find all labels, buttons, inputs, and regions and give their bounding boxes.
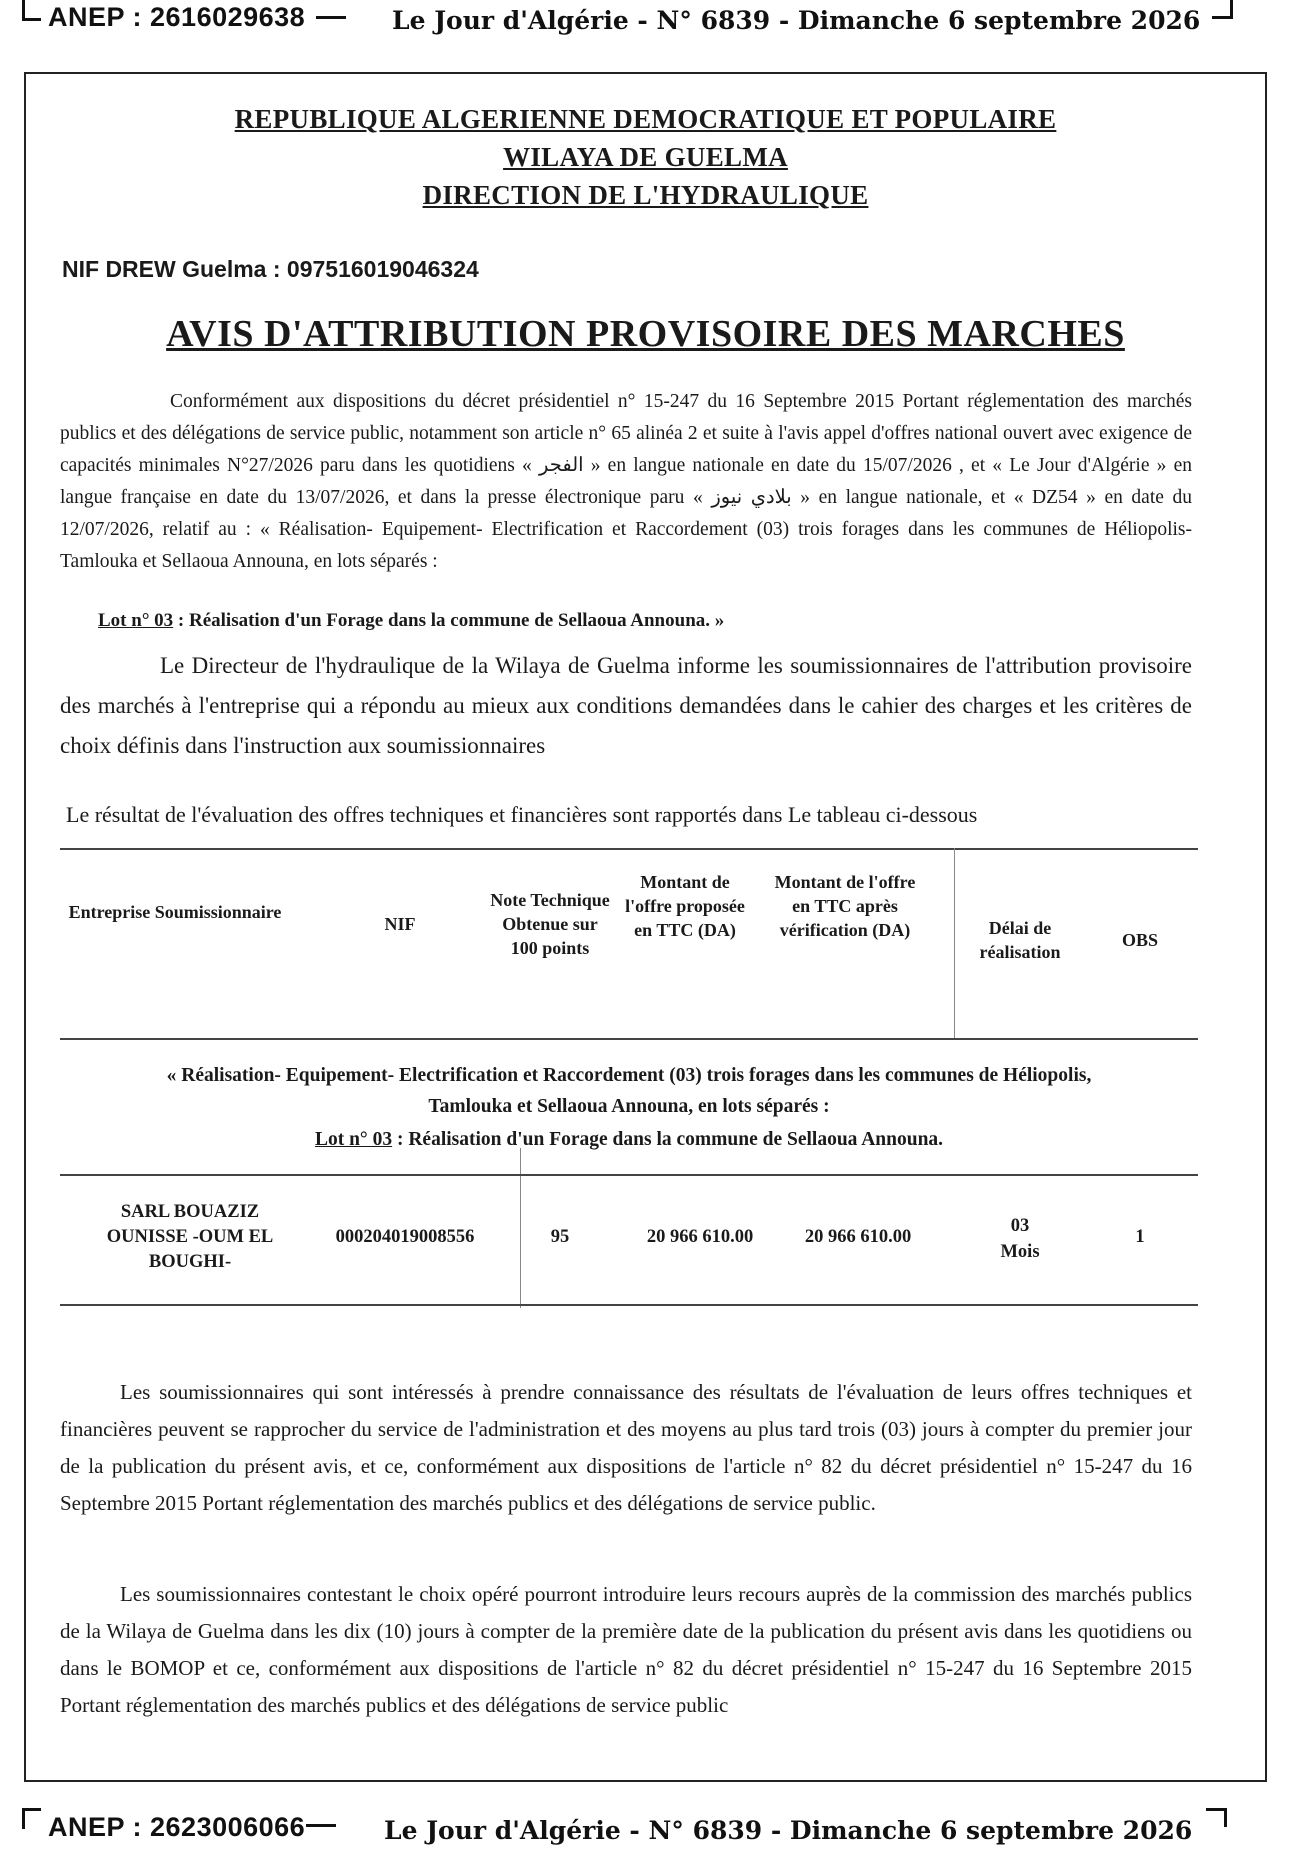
heading-direction: DIRECTION DE L'HYDRAULIQUE (422, 180, 869, 210)
footer-band (0, 1808, 1291, 1852)
notice-title: AVIS D'ATTRIBUTION PROVISOIRE DES MARCHES (166, 313, 1125, 355)
paragraph-recours: Les soumissionnaires contestant le choix opéré pourront introduire leurs recours auprès de la commission des marchés publics de la Wilaya de Guelma dans les dix (10) jours à compter de la première date de la publication du présent avis dans les quotidiens ou dans le BOMOP et ce, conformément aux dispositions de l'article n° 82 du décret présidentiel n° 15-247 du 16 Septembre 2015 Portant réglementation des marchés publics et des délégations de service public (60, 1582, 1192, 1717)
section-lot-text: : Réalisation d'un Forage dans la commune de Sellaoua Announa. (392, 1129, 944, 1150)
table-rule (60, 1038, 1198, 1040)
results-table (60, 848, 1198, 1308)
header-montant: Montant de l'offre proposée en TTC (DA) (625, 872, 745, 940)
header-nif: NIF (384, 914, 416, 934)
footer-rule (306, 1824, 336, 1827)
table-intro: Le résultat de l'évaluation des offres techniques et financières sont rapportés dans Le tableau ci-dessous (66, 802, 978, 827)
header-note: Note Technique Obtenue sur 100 points (490, 890, 610, 958)
lot-line (98, 610, 724, 632)
table-rule (60, 1174, 1198, 1176)
section-title-line2: Tamlouka et Sellaoua Announa, en lots séparés : (428, 1096, 830, 1117)
corner-mark (1212, 0, 1233, 19)
publication-info: Le Jour d'Algérie - N° 6839 - Dimanche 6 septembre 2026 (384, 1816, 1193, 1845)
paragraph-consultation: Les soumissionnaires qui sont intéressés à prendre connaissance des résultats de l'évaluation de leurs offres techniques et financières peuvent se rapprocher du service de l'administration et des moyens au plus tard trois (03) jours à compter du premier jour de la publication du présent avis, et ce, conformément aux dispositions de l'article n° 82 du décret présidentiel n° 15-247 du 16 Septembre 2015 Portant réglementation des marchés publics et des délégations de service public. (60, 1380, 1192, 1515)
cell-nif: 000204019008556 (335, 1227, 475, 1247)
cell-montant-verification: 20 966 610.00 (804, 1227, 912, 1247)
paragraph-director: Le Directeur de l'hydraulique de la Wilaya de Guelma informe les soumissionnaires de l'attribution provisoire des marchés à l'entreprise qui a répondu au mieux aux conditions demandées dans le cahier des charges et les critères de choix définis dans l'instruction aux soumissionnaires (60, 653, 1192, 758)
header-entreprise: Entreprise Soumissionnaire (68, 902, 282, 922)
corner-mark (22, 0, 41, 21)
heading-republic: REPUBLIQUE ALGERIENNE DEMOCRATIQUE ET POPULAIRE (234, 104, 1057, 134)
section-lot-label: Lot n° 03 (314, 1129, 393, 1150)
header-montant-verification: Montant de l'offre en TTC après vérification (DA) (774, 872, 916, 940)
header-rule (316, 16, 346, 19)
header-band (0, 0, 1291, 44)
cell-delai-value: 03 (1010, 1216, 1030, 1236)
lot-text: : Réalisation d'un Forage dans la commune de Sellaoua Announa. » (173, 610, 725, 631)
lot-label: Lot n° 03 (98, 610, 174, 631)
table-rule (60, 848, 1198, 850)
nif-drew: NIF DREW Guelma : 097516019046324 (62, 256, 479, 282)
cell-obs: 1 (1135, 1227, 1145, 1247)
cell-entreprise: SARL BOUAZIZ OUNISSE -OUM EL BOUGHI- (106, 1202, 274, 1272)
cell-note: 95 (550, 1227, 570, 1247)
section-lot-line (60, 1124, 1198, 1155)
anep-reference: ANEP : 2623006066 (48, 1812, 306, 1842)
publication-info: Le Jour d'Algérie - N° 6839 - Dimanche 6 septembre 2026 (392, 6, 1201, 35)
table-rule (60, 1304, 1198, 1306)
section-title-line1: « Réalisation- Equipement- Electrification et Raccordement (03) trois forages dans les communes de Héliopolis, (166, 1065, 1092, 1086)
cell-delai-unit: Mois (1000, 1242, 1040, 1262)
paragraph-reference: Conformément aux dispositions du décret présidentiel n° 15-247 du 16 Septembre 2015 Portant réglementation des marchés publics et des délégations de service public, notamment son article n° 65 alinéa 2 et suite à l'avis appel d'offres national ouvert avec exigence de capacités minimales N°27/2026 paru dans les quotidiens « الفجر » en langue nationale en date du 15/07/2026 , et « Le Jour d'Algérie » en langue française en date du 13/07/2026, et dans la presse électronique paru « بلادي نيوز » en langue nationale, et « DZ54 » en date du 12/07/2026, relatif au : « Réalisation- Equipement- Electrification et Raccordement (03) trois forages dans les communes de Héliopolis- Tamlouka et Sellaoua Announa, en lots séparés : (60, 391, 1192, 572)
anep-reference: ANEP : 2616029638 (48, 2, 306, 32)
heading-wilaya: WILAYA DE GUELMA (503, 142, 788, 172)
header-obs: OBS (1121, 930, 1159, 950)
column-divider (954, 848, 955, 1038)
corner-mark (22, 1808, 41, 1829)
header-delai: Délai de réalisation (979, 918, 1061, 962)
corner-mark (1206, 1808, 1227, 1827)
cell-montant: 20 966 610.00 (646, 1227, 754, 1247)
